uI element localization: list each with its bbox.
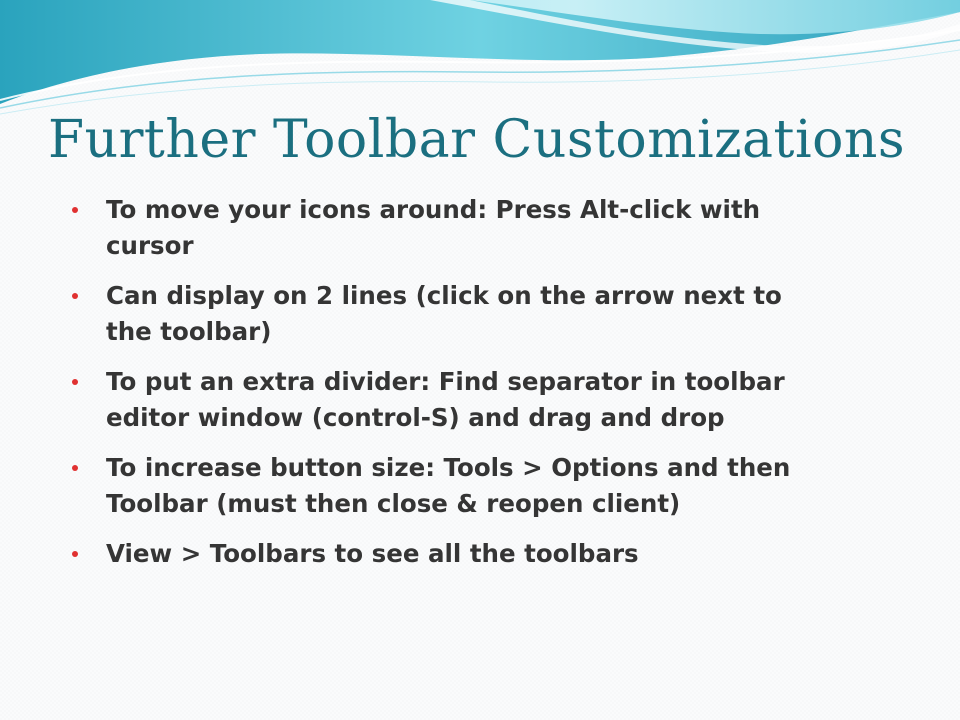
bullet-item <box>72 364 832 436</box>
bullet-item <box>72 536 832 572</box>
bullet-item <box>72 450 832 522</box>
bullet-text: To put an extra divider: Find separator in toolbar editor window (control-S) and drag and drop <box>106 367 785 432</box>
red-dot-bullet-icon <box>72 465 78 471</box>
bullet-text: To increase button size: Tools > Options and then Toolbar (must then close & reopen client) <box>106 453 791 518</box>
bullet-text: To move your icons around: Press Alt-click with cursor <box>106 195 761 260</box>
bullet-text: View > Toolbars to see all the toolbars <box>106 539 639 568</box>
red-dot-bullet-icon <box>72 293 78 299</box>
slide-title: Further Toolbar Customizations <box>48 110 906 170</box>
red-dot-bullet-icon <box>72 379 78 385</box>
bullet-list <box>72 192 832 586</box>
bullet-item <box>72 192 832 264</box>
red-dot-bullet-icon <box>72 551 78 557</box>
bullet-text: Can display on 2 lines (click on the arrow next to the toolbar) <box>106 281 782 346</box>
red-dot-bullet-icon <box>72 207 78 213</box>
bullet-item <box>72 278 832 350</box>
